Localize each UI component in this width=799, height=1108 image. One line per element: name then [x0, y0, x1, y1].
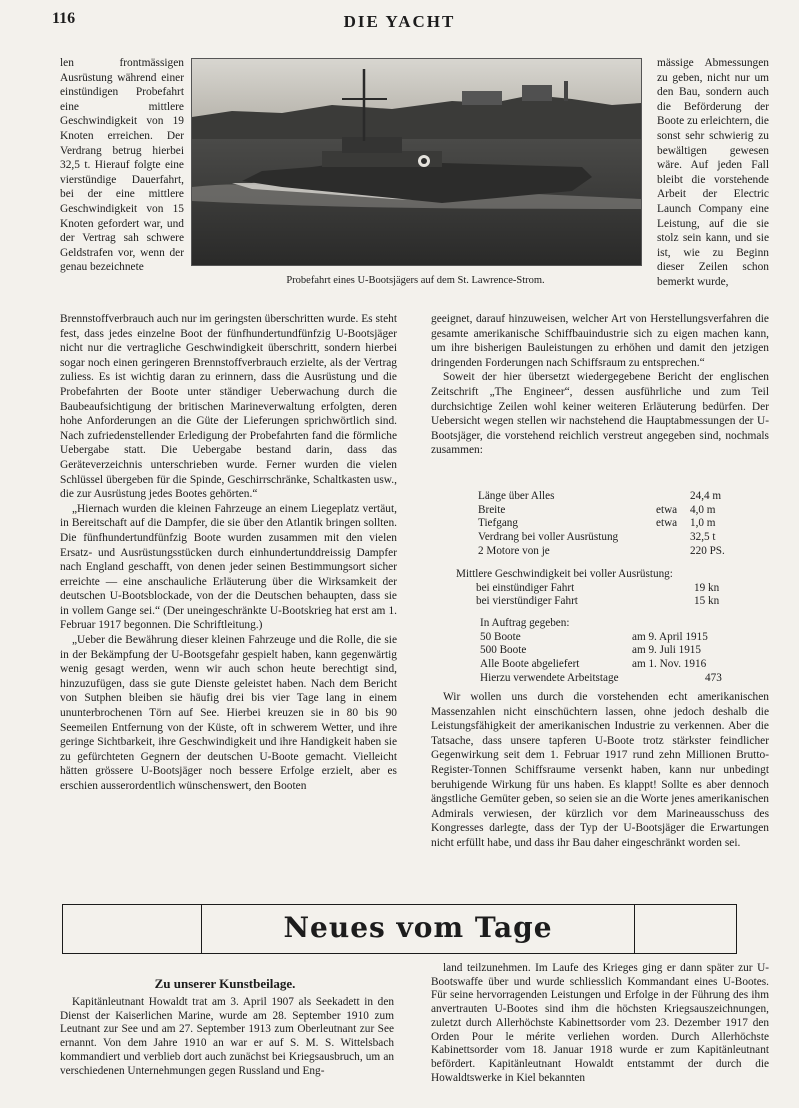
spec-label: Länge über Alles — [478, 490, 555, 502]
spec-prefix: etwa — [656, 517, 678, 530]
spec-row — [472, 517, 772, 531]
spec-row — [472, 531, 772, 545]
paragraph: „Hiernach wurden die kleinen Fahrzeuge an einem Liegeplatz vertäut, in Bereitschaft auf die Dampfer, die sie über den Atlantik bringen sollten. Die fünfhundertundfünfzig Boote wurden zusammen mit den vielen Ersatz- und Ausrüstungsstücken durch einhundertunddreissig Dampfer nach England geschafft, von denen jeder seinen Bestimmungsort sicher erreichte — eine anschauliche Erläuterung über die Wirksamkeit der deutschen U-Bootsblockade, von der die Deutschen behaupten, dass sie in vollem Gange sei.“ (Der uneingeschränkte U-Bootskrieg hat erst am 1. Februar 1917 begonnen. Die Schriftleitung.) — [60, 502, 397, 632]
spec-row — [472, 504, 772, 518]
article-subheading: Zu unserer Kunstbeilage. — [154, 976, 296, 991]
speed-value: 19 kn — [694, 581, 720, 594]
paragraph: geeignet, darauf hinzuweisen, welcher Art von Herstellungsverfahren die gesamte amerikanische Schiffbauindustrie sich zu eigen machen kann, um ihre bisherigen Bauleistungen zu erhöhen und damit den jetzigen dringenden Forderungen nach Schiffsraum zu entsprechen.“ — [431, 313, 769, 369]
right-main-column-end — [431, 690, 769, 851]
spec-value: 24,4 m — [690, 490, 722, 502]
spec-value: 220 PS. — [690, 544, 725, 557]
spec-label: Verdrang bei voller Ausrüstung — [478, 531, 619, 544]
speed-label: bei einstündiger Fahrt — [476, 581, 575, 594]
order-row — [474, 631, 774, 645]
page-number: 116 — [52, 10, 76, 27]
speed-value: 15 kn — [694, 595, 720, 608]
speed-row — [456, 582, 756, 596]
paragraph: Soweit der hier übersetzt wiedergegebene Bericht der englischen Zeitschrift „The Engineer“, dessen ausführliche und zum Teil durchsichtige Zeilen wohl keiner weiteren Erläuterung bedürfen. Der Uebersicht wegen stellen wir nachstehend die Hauptabmessungen der U-Bootsjäger, die vorstehend reichlich verstreut angegeben sind, nochmals zusammen: — [431, 371, 769, 457]
section-left-column — [60, 996, 394, 1078]
order-row — [474, 644, 774, 658]
spec-prefix: etwa — [656, 503, 678, 516]
spec-value: 32,5 t — [690, 531, 716, 544]
order-date: am 9. April 1915 — [632, 630, 708, 643]
left-narrow-column — [60, 56, 184, 275]
order-label: 500 Boote — [480, 644, 527, 657]
paragraph: Brennstoffverbrauch auch nur im geringsten überschritten wurde. Es steht fest, dass jedes einzelne Boot der fünfhundertundfünfzig U-Bootsjäger nicht nur die vertragliche Geschwindigkeit überschritt, sondern hierbei sogar noch einen geringeren Brennstoffverbrauch erzielte, als der Vertrag zuliess. Es ist wichtig daran zu erinnern, dass die Ausrüstung und die Probefahrten der Boote unter ständiger Ueberwachung durch die Baubeaufsichtigung der britischen Marineverwaltung erfolgten, deren hohe Anforderungen an die Güte der Lieferungen sprichwörtlich sind. Nach zufriedenstellender Erledigung der Probefahrten fand die förmliche Uebergabe statt. Die Uebergabe bestand darin, dass das Geräteverzeichnis unterschrieben wurde. Ferner wurden die vielen Schlüssel übergeben für die Spinde, Geschirrschränke, Schaltkasten usw., die zur Ausrüstung jedes Bootes gehörten.“ — [60, 313, 397, 501]
order-date: 473 — [705, 671, 722, 684]
spec-row — [472, 545, 772, 559]
section-title-panel — [201, 905, 635, 953]
spec-value: 1,0 m — [690, 517, 716, 530]
order-row — [474, 672, 774, 686]
order-date: am 1. Nov. 1916 — [632, 658, 707, 671]
section-right-column — [431, 962, 769, 1085]
speed-table — [456, 568, 756, 609]
specifications-table — [472, 490, 772, 558]
order-heading — [474, 617, 774, 631]
speed-heading-text: Mittlere Geschwindigkeit bei voller Ausrüstung: — [456, 568, 673, 580]
order-label: Alle Boote abgeliefert — [480, 658, 580, 671]
order-heading-text: In Auftrag gegeben: — [480, 617, 570, 629]
paragraph: land teilzunehmen. Im Laufe des Krieges ging er dann später zur U-Bootswaffe über und wurde schliesslich Kommandant eines U-Bootes. Für seine hervorragenden Leistungen und Erfolge in der Führung des ihm anvertrauten U-Bootes sind ihm die höchsten Kriegsauszeichnungen, zuletzt durch Allerhöchste Kabinettsorder vom 23. Dezember 1917 den Orden Pour le mérite verliehen worden. Durch Allerhöchste Kabinettsorder vom 18. Januar 1918 wurde er zum Kapitänleutnant befördert. Kapitänleutnant Howaldt entstammt der durch die Howaldtswerke in Kiel bekannten — [431, 962, 769, 1084]
speed-label: bei vierstündiger Fahrt — [476, 595, 578, 608]
boat-photograph — [191, 58, 642, 266]
paragraph: Kapitänleutnant Howaldt trat am 3. April 1907 als Seekadett in den Dienst der Kaiserlichen Marine, wurde am 28. September 1910 zum Leutnant zur See und am 27. September 1913 zum Oberleutnant zur See ernannt. Von dem Jahre 1910 an war er auf S. M. S. Wittelsbach kommandiert und verblieb dort auch zunächst bei Kriegsausbruch, um an verschiedenen Unternehmungen gegen Russland und Eng- — [60, 996, 394, 1077]
spec-label: 2 Motore von je — [478, 544, 550, 557]
figure-caption: Probefahrt eines U-Bootsjägers auf dem St. Lawrence-Strom. — [286, 275, 545, 286]
right-main-column-top — [431, 312, 769, 458]
spec-value: 4,0 m — [690, 503, 716, 516]
section-title: Neues vom Tage — [283, 911, 553, 944]
speed-heading — [456, 568, 756, 582]
paragraph: mässige Abmessungen zu geben, nicht nur um den Bau, sondern auch die Beförderung der Boote zu erleichtern, die sonst sehr schwierig zu bewältigen gewesen wäre. Auf jeden Fall bleibt die vorstehende Arbeit der Electric Launch Company eine Leistung, auf die sie stolz sein kann, und sie ist, wie zu Beginn dieser Zeilen schon bemerkt wurde, — [657, 57, 769, 288]
spec-label: Breite — [478, 503, 506, 516]
paragraph: „Ueber die Bewährung dieser kleinen Fahrzeuge und die Rolle, die sie in der Bekämpfung der U-Bootsgefahr gespielt haben, kann gegenwärtig wenig gesagt werden, wenn wir auch schon heute berechtigt sind, hinzuzufügen, dass sie gute Dienste geleistet haben. Nach dem Bericht von Sutphen bleiben sie häufig drei bis vier Tage lang in einem ununterbrochenen Törn auf See. Hierbei kreuzen sie in 80 bis 90 Seemeilen Entfernung von der Küste, oft in schwerem Wetter, und ihre geringe Sichtbarkeit, ihre Geschwindigkeit und ihre Handigkeit haben sie zu gefürchteten Gegnern der deutschen U-Boote gemacht. Vielleicht hätten grössere U-Bootsjäger noch bessere Erfolge erzielt, aber es erschien ausserordentlich wünschenswert, den Booten — [60, 634, 397, 792]
order-date: am 9. Juli 1915 — [632, 644, 701, 657]
paragraph: len frontmässigen Ausrüstung während einer einstündigen Probefahrt eine mittlere Geschwindigkeit von 19 Knoten erreichen. Der Verdrang betrug hierbei 32,5 t. Hierauf folgte eine vierstündige Dauerfahrt, bei der eine mittlere Geschwindigkeit von 15 Knoten gefordert war, und der Vertrag sah schwere Geldstrafen vor, wenn der genau bezeichnete — [60, 57, 184, 274]
order-label: 50 Boote — [480, 630, 521, 643]
order-table — [474, 617, 774, 685]
u-boat-chaser-photo — [192, 59, 641, 265]
spec-label: Tiefgang — [478, 517, 518, 530]
running-title: DIE YACHT — [343, 12, 456, 31]
spec-row — [472, 490, 772, 504]
section-title-box — [62, 904, 737, 954]
speed-row — [456, 595, 756, 609]
right-narrow-column — [657, 56, 769, 290]
order-row — [474, 658, 774, 672]
paragraph: Wir wollen uns durch die vorstehenden echt amerikanischen Massenzahlen nicht einschüchtern lassen, ohne jedoch deshalb die Leistungsfähigkeit der amerikanischen Industrie zu verkennen. Aber die Tatsache, dass unsere tapferen U-Boote trotz stärkster feindlicher Gegenwirkung seit dem 1. Februar 1917 rund zehn Millionen Brutto-Register-Tonnen Schiffsraume versenkt haben, kann nur unbedingt beruhigende Wirkung für uns haben. Es klappt! Sollte es aber dennoch ängstliche Gemüter geben, so seien sie an die Worte jenes amerikanischen Admirals verwiesen, der kürzlich vor dem Marineausschuss des Kongresses darlegte, dass der Typ der U-Bootsjäger die Erwartungen nicht erfüllt habe, und dass ihr Bau daher eingeschränkt worden sei. — [431, 691, 769, 849]
order-label: Hierzu verwendete Arbeitstage — [480, 671, 619, 684]
left-main-column — [60, 312, 397, 794]
